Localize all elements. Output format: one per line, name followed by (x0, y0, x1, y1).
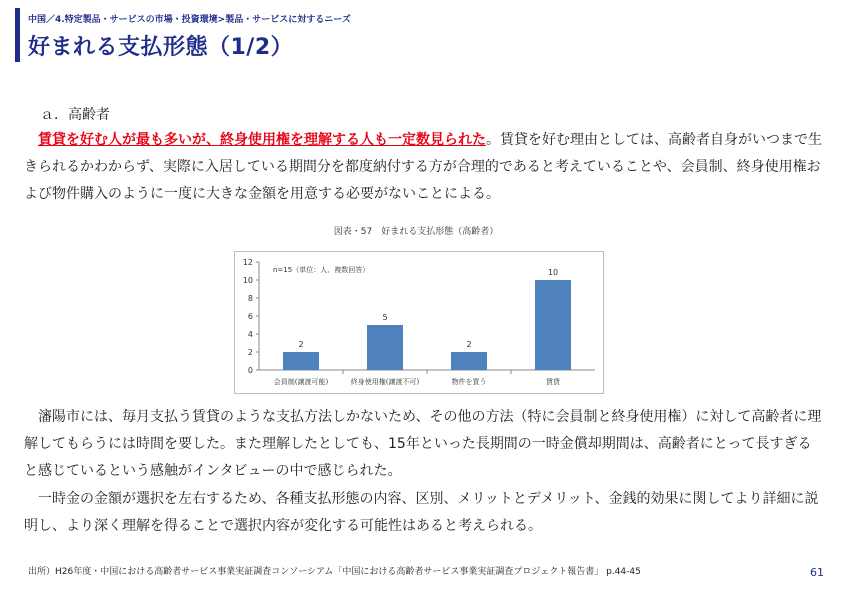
y-tick-label: 0 (247, 366, 253, 375)
bar (535, 280, 571, 370)
paragraph-1 (24, 127, 824, 208)
chart-title: 図表・57 好まれる支払形態（高齢者） (333, 227, 499, 237)
x-category-label: 物件を買う (451, 378, 487, 386)
chart-area (234, 251, 604, 394)
page-number: 61 (810, 566, 824, 579)
y-tick-label: 12 (242, 258, 253, 267)
bar-chart (235, 252, 603, 393)
bar-value-label: 2 (466, 340, 472, 349)
y-tick-label: 10 (242, 276, 253, 285)
source-note: 出所）H26年度・中国における高齢者サービス事業実証調査コンソーシアム「中国における高齢者サービス事業実証調査プロジェクト報告書」 p.44-45 (28, 567, 641, 577)
paragraph-2 (24, 404, 824, 485)
bar (283, 352, 319, 370)
paragraph-1-rest: 。賃貸を好む理由としては、高齢者自身がいつまで生きられるかわからず、実際に入居している期間分を都度納付する方が合理的であると考えていることや、会員制、終身使用権および物件購入のように一度に大きな金額を用意する必要がないことによる。 (24, 132, 822, 202)
y-tick-label: 8 (247, 294, 253, 303)
breadcrumb: 中国／4.特定製品・サービスの市場・投資環境>製品・サービスに対するニーズ (28, 15, 351, 25)
y-tick-label: 6 (247, 312, 253, 321)
x-category-label: 会員制(譲渡可能) (273, 378, 329, 386)
bar-value-label: 10 (547, 268, 559, 277)
y-tick-label: 2 (247, 348, 253, 357)
paragraph-3-text: 一時金の金額が選択を左右するため、各種支払形態の内容、区別、メリットとデメリット、金銭的効果に関してより詳細に説明し、より深く理解を得ることで選択内容が変化する可能性はあると考えられる。 (24, 491, 819, 534)
paragraph-3 (24, 486, 824, 540)
bar (451, 352, 487, 370)
y-tick-label: 4 (247, 330, 253, 339)
chart-annotation: n=15（単位：人、複数回答） (273, 266, 370, 274)
page-title: 好まれる支払形態（1/2） (28, 35, 294, 60)
title-accent-bar (15, 8, 20, 62)
x-category-label: 賃貸 (546, 378, 560, 386)
bar-value-label: 5 (382, 313, 388, 322)
section-label: ａ．高齢者 (40, 107, 110, 123)
bar-value-label: 2 (298, 340, 304, 349)
highlight-text: 賃貸を好む人が最も多いが、終身使用権を理解する人も一定数見られた (38, 132, 486, 148)
paragraph-2-text: 瀋陽市には、毎月支払う賃貸のような支払方法しかないため、その他の方法（特に会員制と終身使用権）に対して高齢者に理解してもらうには時間を要した。また理解したとしても、15年といった長期間の一時金償却期間は、高齢者にとって長すぎると感じているという感触がインタビューの中で感じられた。 (24, 409, 822, 479)
bar (367, 325, 403, 370)
chart-title-row (0, 224, 842, 237)
x-category-label: 終身使用権(譲渡不可) (350, 378, 420, 386)
